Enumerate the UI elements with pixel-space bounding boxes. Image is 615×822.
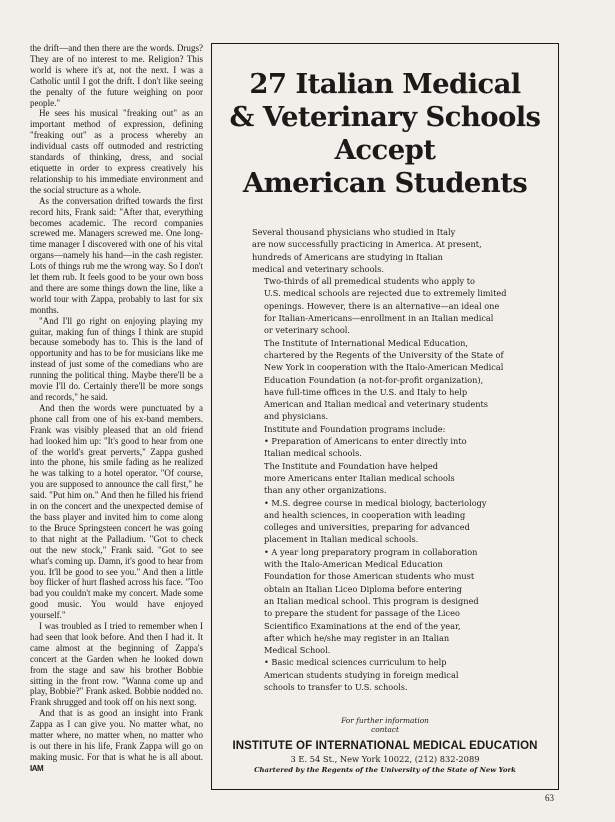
contact-note: For further information contact xyxy=(341,716,429,734)
article-column xyxy=(30,43,203,775)
institute-name: INSTITUTE OF INTERNATIONAL MEDICAL EDUCATION xyxy=(232,740,538,752)
ad-bullet: • A year long preparatory program in collaboration with the Italo-American Medical Education Foundation for those American students who must obtain an Italian Liceo Diploma before entering an Italian medical school. This program is designed to prepare the student for passage of the Liceo Scientifico Examinations at the end of the year, after which he/she may register in an Italian Medical School. xyxy=(264,546,479,656)
article-paragraph: And then the words were punctuated by a phone call from one of his ex-band members. Frank was visibly pleased that an old friend had looked him up: "It's good to hear from one of the world's great perverts," Zappa gushed into the phone, his smile fading as he realized he was talking to a hotel operator. "Of course, you are supposed to announce the call first," he said. "Put him on." And then he filled his friend in on the concert and the unexpected demise of the bass player and invited him to come along to the Bruce Springsteen concert he was going to that night at the Palladium. "Got to check out the new stock," Frank said. "Got to see what's coming up. Damn, it's good to hear from you. It'll be good to see you." And then a little boy flicker of hurt flashed across his face. "Too bad you couldn't make my concert. Made some good music. You would have enjoyed yourself." xyxy=(30,402,203,621)
ad-paragraph: Institute and Foundation programs include: xyxy=(264,423,446,434)
headline-line: & Veterinary Schools xyxy=(229,101,541,133)
ad-headline xyxy=(212,68,558,200)
article-paragraph-text: And that is as good an insight into Frank Zappa as I can give you. No matter what, no matter where, no matter when, no matter who is out there in his life, Frank Zappa will go on making music. For that is what he is all about. xyxy=(30,708,203,762)
ad-paragraph: The Institute of International Medical Education, chartered by the Regents of the University of the State of New York in cooperation with the Italo-American Medical Education Foundation (a not-for-profit organization), have full-time offices in the U.S. and Italy to help American and Italian medical and veterinary students and physicians. xyxy=(264,337,504,422)
end-mark: IAM xyxy=(30,763,44,773)
headline-line: 27 Italian Medical xyxy=(249,68,521,100)
ad-bullet: • M.S. degree course in medical biology, bacteriology and health sciences, in cooperation with leading colleges and universities, preparing for advanced placement in Italian medical schools. xyxy=(264,497,487,545)
institute-charter: Chartered by the Regents of the University of the State of New York xyxy=(254,766,516,774)
advertisement-box xyxy=(211,43,559,790)
ad-bullet: • Preparation of Americans to enter directly into Italian medical schools. The Institute and Foundation have helped more Americans enter Italian medical schools than any other organizations. xyxy=(264,436,467,496)
headline-line: Accept xyxy=(334,134,436,166)
ad-body xyxy=(252,226,534,693)
article-paragraph: I was troubled as I tried to remember when I had seen that look before. And then I had it. It came almost at the beginning of Zappa's concert at the Garden when he looked down from the stage and saw his brother Bobbie sitting in the front row. "Wanna come up and play, Bobbie?" Frank asked. Bobbie nodded no. Frank shrugged and took off on his next song. xyxy=(30,621,203,708)
article-paragraph-last xyxy=(30,708,203,774)
ad-paragraph: Several thousand physicians who studied in Italy are now successfully practicing in America. At present, hundreds of Americans are studying in Italian medical and veterinary schools. xyxy=(252,227,482,274)
page-number: 63 xyxy=(545,793,554,803)
ad-paragraph: Two-thirds of all premedical students who apply to U.S. medical schools are rejected due to extremely limited openings. However, there is an alternative—an ideal one for Italian-Americans—enrollment in an Italian medical or veterinary school. xyxy=(264,276,507,336)
ad-footer xyxy=(212,716,558,774)
article-paragraph: "And I'll go right on enjoying playing my guitar, making fun of things I think are stupid because somebody has to. This is the land of opportunity and has to be for musicians like me instead of just some of the comedians who are running the political thing. Maybe there'll be a movie I'll do. Certainly there'll be more songs and records," he said. xyxy=(30,315,203,402)
institute-address: 3 E. 54 St., New York 10022, (212) 832-2089 xyxy=(290,754,480,764)
article-paragraph: the drift—and then there are the words. Drugs? They are of no interest to me. Religion? This world is where it's at, not the next. I was a Catholic until I got the drift. I don't like seeing the penalty of the future weighing on poor people." xyxy=(30,43,203,108)
ad-bullet: • Basic medical sciences curriculum to help American students studying in foreign medical schools to transfer to U.S. schools. xyxy=(264,657,459,692)
article-paragraph: He sees his musical "freaking out" as an important method of expression, defining "freaking out" as a process whereby an individual casts off outmoded and restricting standards of thinking, dress, and social etiquette in order to express creatively his relationship to his immediate environment and the social structure as a whole. xyxy=(30,108,203,195)
article-paragraph: As the conversation drifted towards the first record hits, Frank said: "After that, everything becomes academic. The record companies screwed me. Managers screwed me. One long-time manager I discovered with one of his vital organs—namely his hand—in the cash register. Lots of things rub me the wrong way. So I don't let them rub. It feels good to be your own boss and there are some things down the line, like a world tour with Zappa, probably to last for six months. xyxy=(30,195,203,315)
headline-line: American Students xyxy=(242,167,528,199)
